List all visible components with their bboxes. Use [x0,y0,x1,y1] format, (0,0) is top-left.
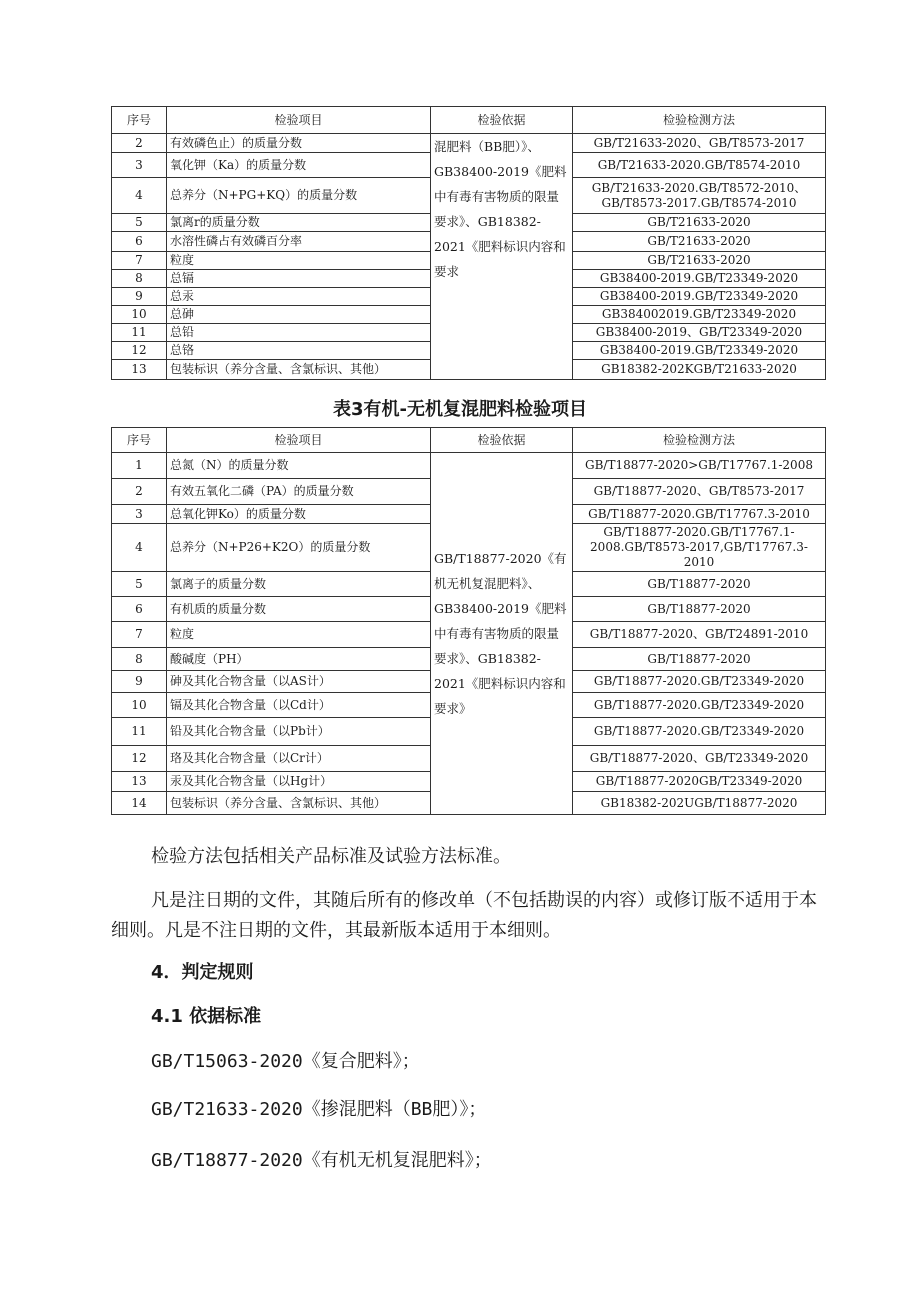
table-header-row [112,428,826,453]
row-number: 11 [112,324,167,342]
standard-item-2: GB/T21633-2020《掺混肥料（BB肥）》； [151,1099,487,1120]
inspection-item: 氯离子的质量分数 [167,572,431,597]
header-item: 检验项目 [167,107,431,134]
inspection-item: 水溶性磷占有效磷百分率 [167,232,431,252]
test-method: GB/T18877-2020.GB/T17767.1-2008.GB/T8573-2017,GB/T17767.3-2010 [573,524,826,572]
row-number: 14 [112,792,167,815]
inspection-item: 总养分（N+P26+K2O）的质量分数 [167,524,431,572]
standard-item-3: GB/T18877-2020《有机无机复混肥料》； [151,1150,492,1171]
inspection-item: 珞及其化合物含量（以Cr计） [167,746,431,772]
test-method: GB/T18877-2020 [573,648,826,671]
row-number: 9 [112,671,167,693]
header-no: 序号 [112,107,167,134]
test-method: GB/T18877-2020.GB/T23349-2020 [573,718,826,746]
test-method: GB/T18877-2020.GB/T17767.3-2010 [573,505,826,524]
inspection-item: 总砷 [167,306,431,324]
test-method: GB/T21633-2020.GB/T8572-2010、GB/T8573-2017.GB/T8574-2010 [573,178,826,214]
inspection-item: 有机质的质量分数 [167,597,431,622]
inspection-item: 粒度 [167,252,431,270]
table-compound-fertilizer-continued [111,106,826,380]
inspection-item: 铅及其化合物含量（以Pb计） [167,718,431,746]
row-number: 8 [112,648,167,671]
row-number: 12 [112,746,167,772]
test-method: GB/T18877-2020 [573,572,826,597]
inspection-item: 总氮（N）的质量分数 [167,453,431,479]
test-method: GB/T18877-2020.GB/T23349-2020 [573,671,826,693]
test-method: GB/T18877-2020.GB/T23349-2020 [573,693,826,718]
row-number: 2 [112,134,167,153]
inspection-item: 包装标识（养分含量、含氯标识、其他） [167,792,431,815]
row-number: 5 [112,572,167,597]
header-no: 序号 [112,428,167,453]
test-method: GB18382-202UGB/T18877-2020 [573,792,826,815]
inspection-item: 总养分（N+PG+KQ）的质量分数 [167,178,431,214]
table-caption: 表3有机-无机复混肥料检验项目 [333,399,587,420]
test-method: GB38400-2019.GB/T23349-2020 [573,342,826,360]
inspection-item: 总汞 [167,288,431,306]
inspection-item: 总氧化钾Ko）的质量分数 [167,505,431,524]
paragraph-dated-documents: 凡是注日期的文件，其随后所有的修改单（不包括勘误的内容）或修订版不适用于本细则。凡是不注日期的文件，其最新版本适用于本细则。 [111,890,817,941]
row-number: 13 [112,772,167,792]
test-method: GB/T18877-2020>GB/T17767.1-2008 [573,453,826,479]
test-method: GB/T18877-2020、GB/T24891-2010 [573,622,826,648]
section-heading-4-1: 4.1 依据标准 [151,1006,262,1027]
row-number: 2 [112,479,167,505]
table-row [112,453,826,479]
inspection-item: 砷及其化合物含量（以AS计） [167,671,431,693]
table-row [112,134,826,153]
row-number: 8 [112,270,167,288]
inspection-item: 氯离r的质量分数 [167,214,431,232]
table-header-row [112,107,826,134]
test-method: GB38400-2019.GB/T23349-2020 [573,270,826,288]
row-number: 9 [112,288,167,306]
test-method: GB/T18877-2020、GB/T8573-2017 [573,479,826,505]
test-method: GB/T21633-2020 [573,252,826,270]
inspection-item: 粒度 [167,622,431,648]
inspection-basis: 混肥料（BB肥）》、GB38400-2019《肥料中有毒有害物质的限量要求》、GB18382-2021《肥料标识内容和要求 [431,134,573,380]
inspection-item: 汞及其化合物含量（以Hg计） [167,772,431,792]
table-organic-inorganic-fertilizer [111,427,826,815]
inspection-item: 酸碱度（PH） [167,648,431,671]
row-number: 7 [112,252,167,270]
row-number: 12 [112,342,167,360]
test-method: GB/T21633-2020 [573,232,826,252]
row-number: 3 [112,505,167,524]
test-method: GB38400-2019、GB/T23349-2020 [573,324,826,342]
section-heading-4: 4．判定规则 [151,962,254,983]
standard-item-1: GB/T15063-2020《复合肥料》； [151,1051,420,1072]
row-number: 13 [112,360,167,380]
paragraph-methods: 检验方法包括相关产品标准及试验方法标准。 [151,846,511,867]
inspection-item: 总铅 [167,324,431,342]
test-method: GB/T21633-2020 [573,214,826,232]
inspection-item: 总铬 [167,342,431,360]
inspection-item: 有效五氧化二磷（PA）的质量分数 [167,479,431,505]
test-method: GB/T18877-2020GB/T23349-2020 [573,772,826,792]
row-number: 11 [112,718,167,746]
header-item: 检验项目 [167,428,431,453]
test-method: GB18382-202KGB/T21633-2020 [573,360,826,380]
test-method: GB/T21633-2020、GB/T8573-2017 [573,134,826,153]
header-basis: 检验依据 [431,428,573,453]
inspection-item: 总镉 [167,270,431,288]
row-number: 10 [112,306,167,324]
test-method: GB/T18877-2020、GB/T23349-2020 [573,746,826,772]
inspection-item: 镉及其化合物含量（以Cd计） [167,693,431,718]
header-method: 检验检测方法 [573,428,826,453]
inspection-item: 氧化钾（Ka）的质量分数 [167,153,431,178]
header-basis: 检验依据 [431,107,573,134]
row-number: 10 [112,693,167,718]
test-method: GB38400-2019.GB/T23349-2020 [573,288,826,306]
inspection-item: 包装标识（养分含量、含氯标识、其他） [167,360,431,380]
row-number: 6 [112,597,167,622]
test-method: GB384002019.GB/T23349-2020 [573,306,826,324]
row-number: 5 [112,214,167,232]
row-number: 1 [112,453,167,479]
row-number: 3 [112,153,167,178]
test-method: GB/T21633-2020.GB/T8574-2010 [573,153,826,178]
row-number: 6 [112,232,167,252]
row-number: 4 [112,178,167,214]
test-method: GB/T18877-2020 [573,597,826,622]
row-number: 4 [112,524,167,572]
inspection-basis: GB/T18877-2020《有机无机复混肥料》、GB38400-2019《肥料中有毒有害物质的限量要求》、GB18382-2021《肥料标识内容和要求》 [431,453,573,815]
row-number: 7 [112,622,167,648]
inspection-item: 有效磷色止）的质量分数 [167,134,431,153]
header-method: 检验检测方法 [573,107,826,134]
